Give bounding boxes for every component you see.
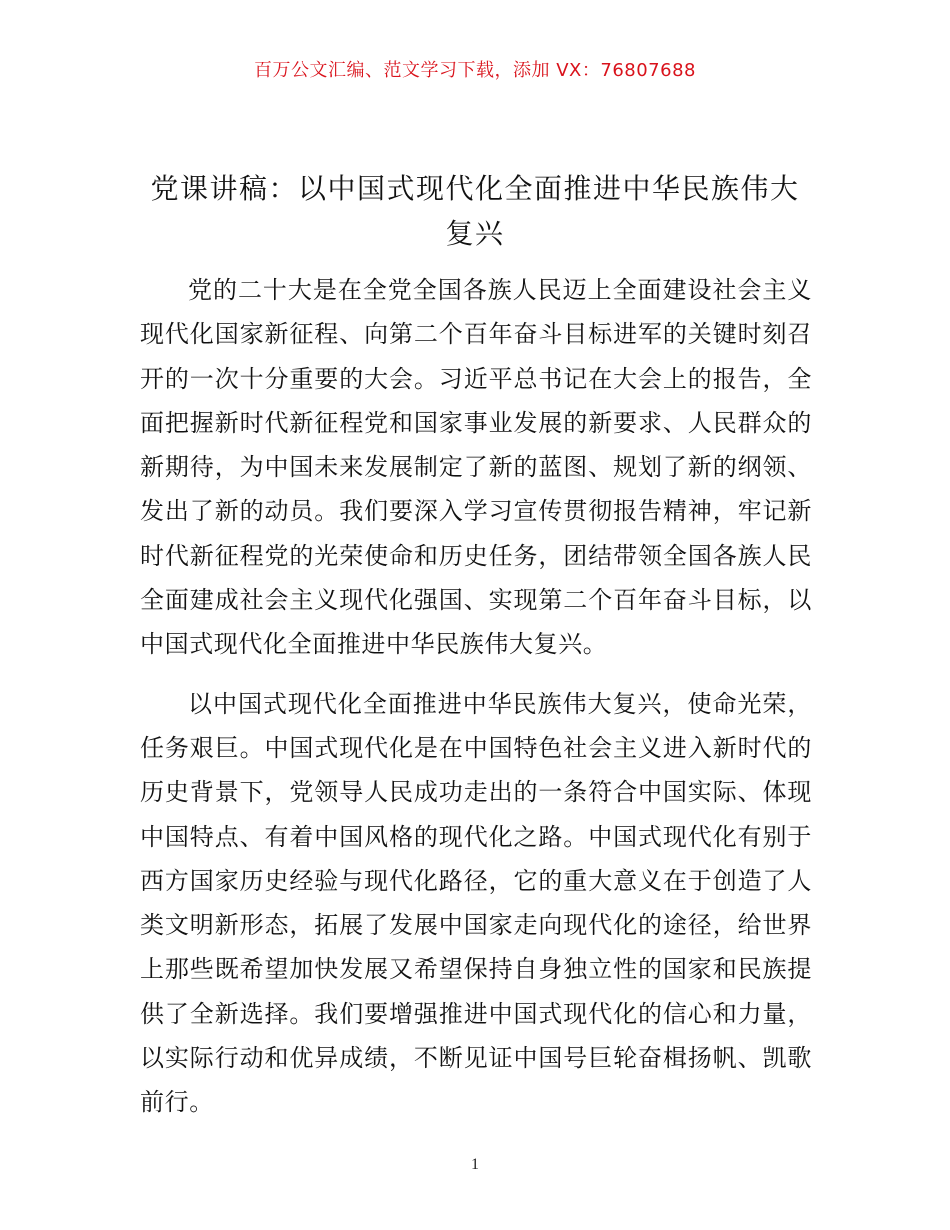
paragraph: 以中国式现代化全面推进中华民族伟大复兴，使命光荣，任务艰巨。中国式现代化是在中国特色社会主义进入新时代的历史背景下，党领导人民成功走出的一条符合中国实际、体现中国特点、有着中国风格的现代化之路。中国式现代化有别于西方国家历史经验与现代化路径，它的重大意义在于创造了人类文明新形态，拓展了发展中国家走向现代化的途径，给世界上那些既希望加快发展又希望保持自身独立性的国家和民族提供了全新选择。我们要增强推进中国式现代化的信心和力量，以实际行动和优异成绩，不断见证中国号巨轮奋楫扬帆、凯歌前行。 [140, 689, 812, 1117]
document-body [140, 268, 812, 1125]
page-number: 1 [471, 1156, 479, 1173]
header-watermark: 百万公文汇编、范文学习下载，添加 VX：76807688 [254, 60, 696, 81]
document-title: 党课讲稿：以中国式现代化全面推进中华民族伟大复兴 [150, 172, 800, 250]
paragraph: 党的二十大是在全党全国各族人民迈上全面建设社会主义现代化国家新征程、向第二个百年奋斗目标进军的关键时刻召开的一次十分重要的大会。习近平总书记在大会上的报告，全面把握新时代新征程党和国家事业发展的新要求、人民群众的新期待，为中国未来发展制定了新的蓝图、规划了新的纲领、发出了新的动员。我们要深入学习宣传贯彻报告精神，牢记新时代新征程党的光荣使命和历史任务，团结带领全国各族人民全面建成社会主义现代化强国、实现第二个百年奋斗目标，以中国式现代化全面推进中华民族伟大复兴。 [140, 276, 812, 659]
